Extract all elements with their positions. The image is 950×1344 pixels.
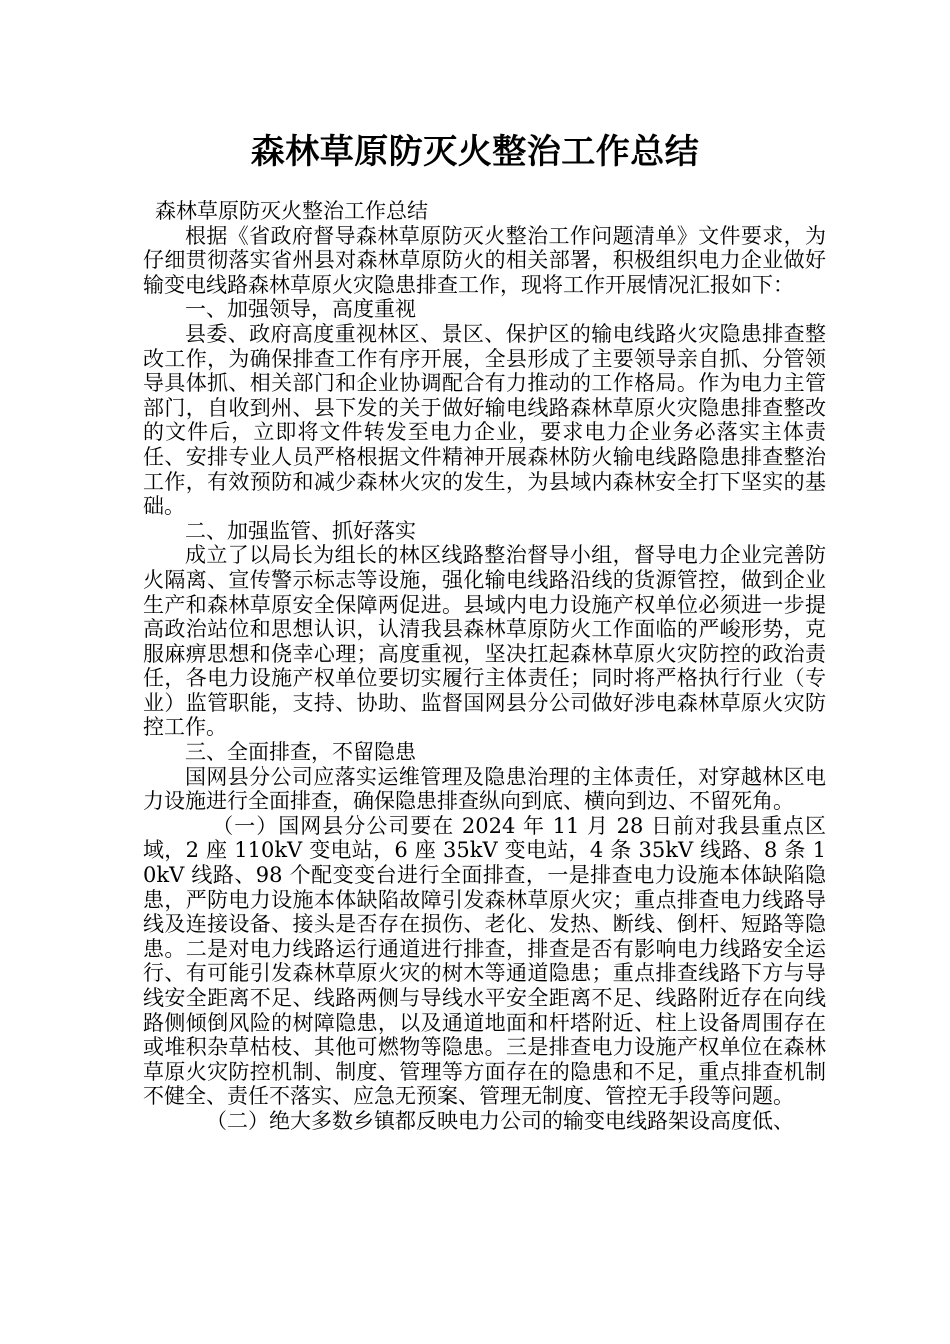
section-paragraph-2: 成立了以局长为组长的林区线路整治督导小组，督导电力企业完善防火隔离、宣传警示标志等设施，强化输电线路沿线的货源管控，做到企业生产和森林草原安全保障两促进。县域内电力设施产权单位必须进一步提高政治站位和思想认识，认清我县森林草原防火工作面临的严峻形势，克服麻痹思想和侥幸心理；高度重视，坚决扛起森林草原火灾防控的政治责任，各电力设施产权单位要切实履行主体责任；同时将严格执行行业（专业）监管职能，支持、协助、监督国网县分公司做好涉电森林草原火灾防控工作。 [143,543,826,740]
list-item-1: （一）国网县分公司要在 2024 年 11 月 28 日前对我县重点区域，2 座 110kV 变电站，6 座 35kV 变电站，4 条 35kV 线路、8 条 10kV 线路、98 个配变变台进行全面排查，一是排查电力设施本体缺陷隐患，严防电力设施本体缺陷故障引发森林草原火灾；重点排查电力线路导线及连接设备、接头是否存在损伤、老化、发热、断线、倒杆、短路等隐患。二是对电力线路运行通道进行排查，排查是否有影响电力线路安全运行、有可能引发森林草原火灾的树木等通道隐患；重点排查线路下方与导线安全距离不足、线路两侧与导线水平安全距离不足、线路附近存在向线路侧倾倒风险的树障隐患，以及通道地面和杆塔附近、柱上设备周围存在或堆积杂草枯枝、其他可燃物等隐患。三是排查电力设施产权单位在森林草原火灾防控机制、制度、管理等方面存在的隐患和不足，重点排查机制不健全、责任不落实、应急无预案、管理无制度、管控无手段等问题。 [143,813,826,1109]
document-body [143,199,826,1134]
section-heading-3: 三、全面排查，不留隐患 [185,740,416,765]
document-subtitle: 森林草原防灭火整治工作总结 [155,199,428,223]
section-heading-2: 二、加强监管、抓好落实 [185,518,416,543]
section-heading-1: 一、加强领导，高度重视 [185,297,416,322]
list-item-2: （二）绝大多数乡镇都反映电力公司的输变电线路架设高度低、 [206,1108,794,1133]
document-title: 森林草原防灭火整治工作总结 [250,132,700,172]
section-paragraph-1: 县委、政府高度重视林区、景区、保护区的输电线路火灾隐患排查整改工作，为确保排查工作有序开展，全县形成了主要领导亲自抓、分管领导具体抓、相关部门和企业协调配合有力推动的工作格局。作为电力主管部门，自收到州、县下发的关于做好输电线路森林草原火灾隐患排查整改的文件后，立即将文件转发至电力企业，要求电力企业务必落实主体责任、安排专业人员严格根据文件精神开展森林防火输电线路隐患排查整治工作，有效预防和减少森林火灾的发生，为县域内森林安全打下坚实的基础。 [143,321,826,519]
intro-paragraph: 根据《省政府督导森林草原防灭火整治工作问题清单》文件要求，为仔细贯彻落实省州县对森林草原防火的相关部署，积极组织电力企业做好输变电线路森林草原火灾隐患排查工作，现将工作开展情况汇报如下： [143,223,826,297]
section-paragraph-3: 国网县分公司应落实运维管理及隐患治理的主体责任，对穿越林区电力设施进行全面排查，确保隐患排查纵向到底、横向到边、不留死角。 [143,764,826,814]
